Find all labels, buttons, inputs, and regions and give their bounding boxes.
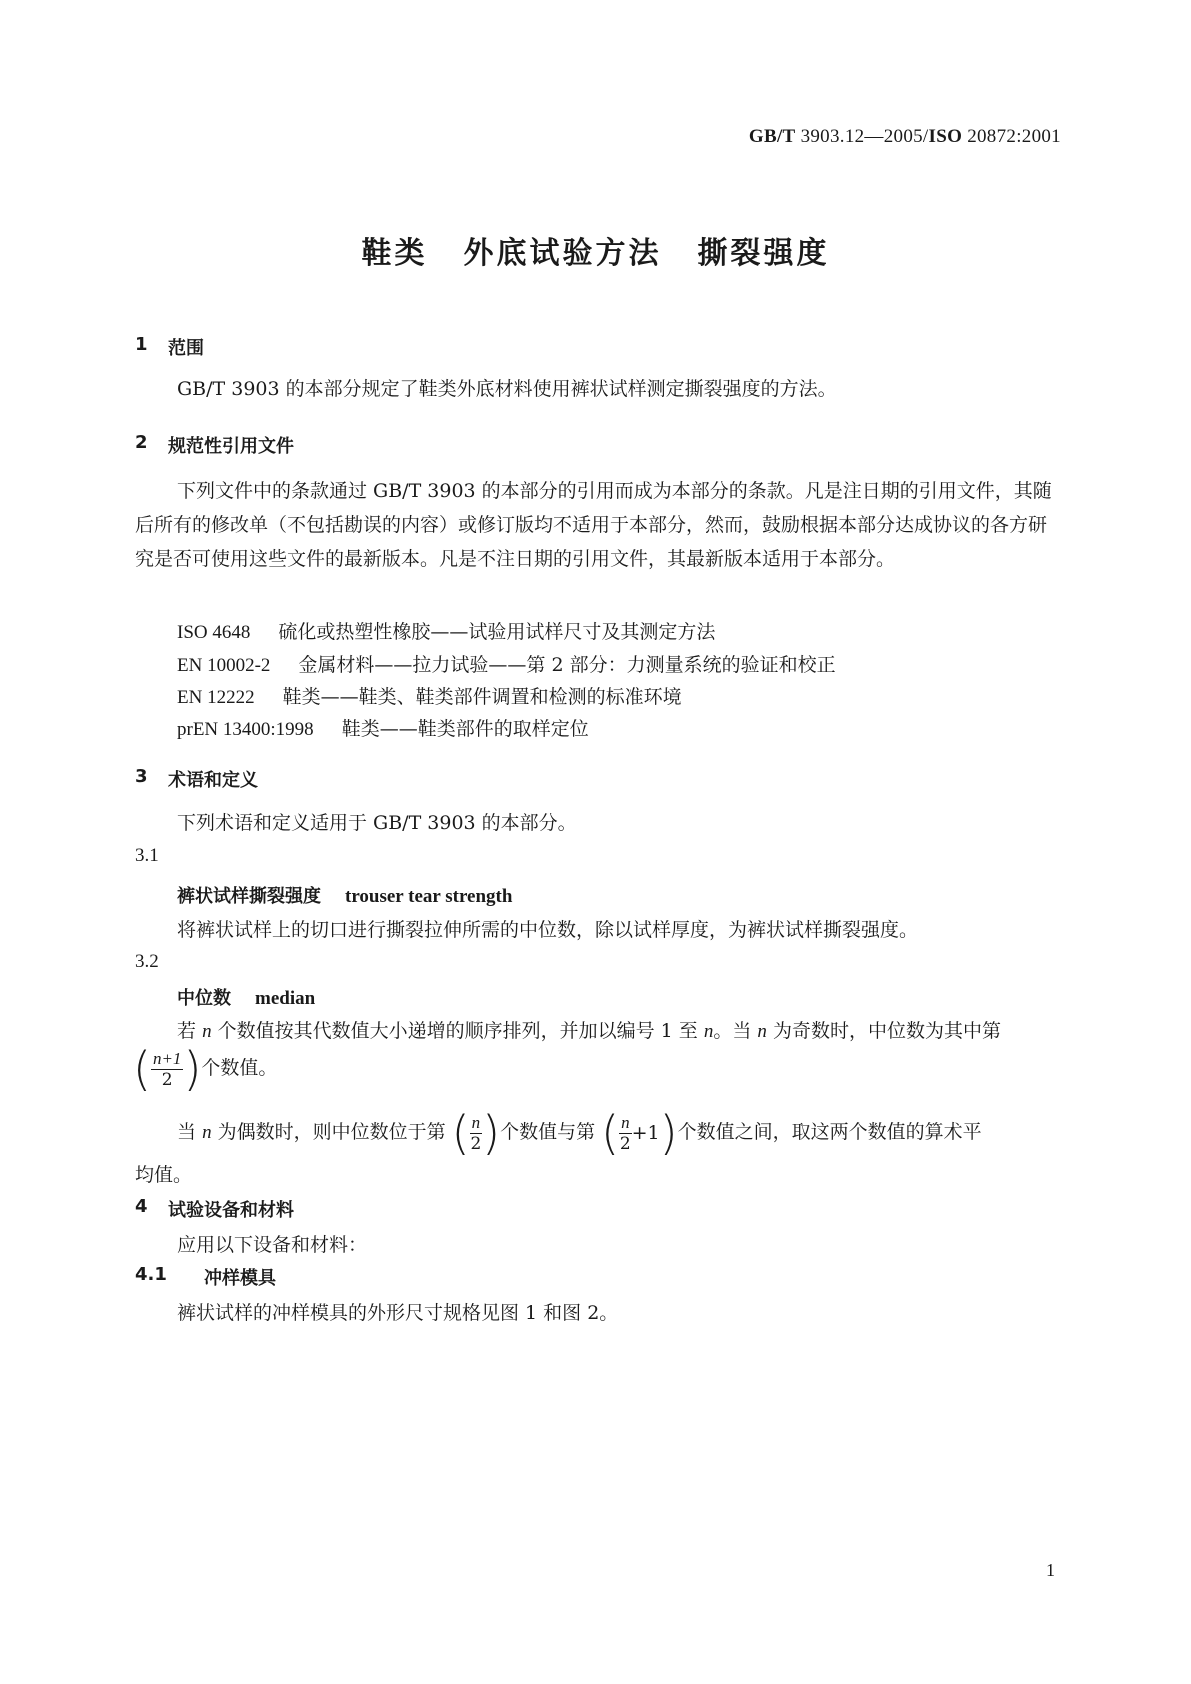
page-number: 1 [1046,1560,1055,1580]
section-3-text: 下列术语和定义适用于 GB/T 3903 的本部分。 [177,812,577,834]
fraction-n-over-2: ( n 2 ) [451,1106,501,1160]
term-trouser-tear-strength: 裤状试样撕裂强度 trouser tear strength [177,886,513,907]
term-3-1-definition: 将裤状试样上的切口进行撕裂拉伸所需的中位数，除以试样厚度，为裤状试样撕裂强度。 [177,919,919,941]
median-even-line: 当 n 为偶数时，则中位数位于第 ( n 2 ) 个数值与第 ( n 2 +1 ) 个数值之间，取这两个数值的算术平 [177,1106,982,1160]
reference-item: ISO 4648 硫化或热塑性橡胶——试验用试样尺寸及其测定方法 [177,621,716,643]
median-definition-line2: ( n+1 2 ) 个数值。 [133,1042,278,1096]
clause-3-2-number: 3.2 [135,951,159,972]
clause-3-1-number: 3.1 [135,845,159,866]
term-median: 中位数 median [177,988,316,1009]
median-definition-line1: 若 n 个数值按其代数值大小递增的顺序排列，并加以编号 1 至 n。当 n 为奇数时，中位数为其中第 [177,1020,1001,1042]
fraction-n-over-2-plus-1: ( n 2 +1 ) [601,1106,678,1160]
section-4-text: 应用以下设备和材料： [177,1234,368,1256]
reference-item: EN 12222 鞋类——鞋类、鞋类部件调置和检测的标准环境 [177,686,682,708]
section-1-text: GB/T 3903 的本部分规定了鞋类外底材料使用裤状试样测定撕裂强度的方法。 [177,378,837,400]
reference-item: EN 10002-2 金属材料——拉力试验——第 2 部分：力测量系统的验证和校正 [177,654,836,676]
document-page: GB/T 3903.12—2005/ISO 20872:2001 鞋类 外底试验方法 撕裂强度 1 范围 GB/T 3903 的本部分规定了鞋类外底材料使用裤状试样测定撕裂强度的方法。 2 规范性引用文件 下列文件中的条款通过 GB/T 3903 的本部分的引用而成为本部分的条款。凡是注日期的引用文件，其随后所有的修改单（不包括勘误的内容）或修订版均不适用于本部分，然而，鼓励根据本部分达成协议的各方研究是否可使用这些文件的最新版本。凡是不注日期的引用文件，其最新版本适用于本部分。 ISO 4648 硫化或热塑性橡胶——试验用试样尺寸及其测定方法 EN 10002-2 金属材料——拉力试验——第 2 部分：力测量系统的验证和校正 EN 12222 鞋类——鞋类、鞋类部件调置和检测的标准环境 prEN 13400:1998 鞋类——鞋类部件的取样定位 3 术语和定义 下列术语和定义适用于 GB/T 3903 的本部分。 3.1 裤状试样撕裂强度 trouser tear strength 将裤状试样上的切口进行撕裂拉伸所需的中位数，除以试样厚度，为裤状试样撕裂强度。 3.2 中位数 median 若 n 个数值按其代数值大小递增的顺序排列，并加以编号 1 至 n。当 n 为奇数时，中位数为其中第 ( n+1 2 ) 个数值。 当 n 为偶数时，则中位数位于第 ( n 2 ) 个数值与第 ( n 2 +1 ) 个数值之间，取这两个数值的算术平 均值。 4 试验设备和材料 应用以下设备和材料： 4.1 冲样模具 裤状试样的冲样模具的外形尺寸规格见图 1 和图 2。 1 [0,0,1191,1684]
document-title: 鞋类 外底试验方法 撕裂强度 [361,236,830,271]
median-even-line-end: 均值。 [135,1164,193,1186]
standard-code: GB/T 3903.12—2005/ISO 20872:2001 [748,126,1061,147]
section-2-text: 下列文件中的条款通过 GB/T 3903 的本部分的引用而成为本部分的条款。凡是注日期的引用文件，其随后所有的修改单（不包括勘误的内容）或修订版均不适用于本部分，然而，鼓励根据本部分达成协议的各方研究是否可使用这些文件的最新版本。凡是不注日期的引用文件，其最新版本适用于本部分。 [135,480,1052,570]
section-4-1-text: 裤状试样的冲样模具的外形尺寸规格见图 1 和图 2。 [177,1302,619,1324]
reference-item: prEN 13400:1998 鞋类——鞋类部件的取样定位 [177,718,589,740]
fraction-n-plus-1-over-2: ( n+1 2 ) [133,1042,202,1096]
